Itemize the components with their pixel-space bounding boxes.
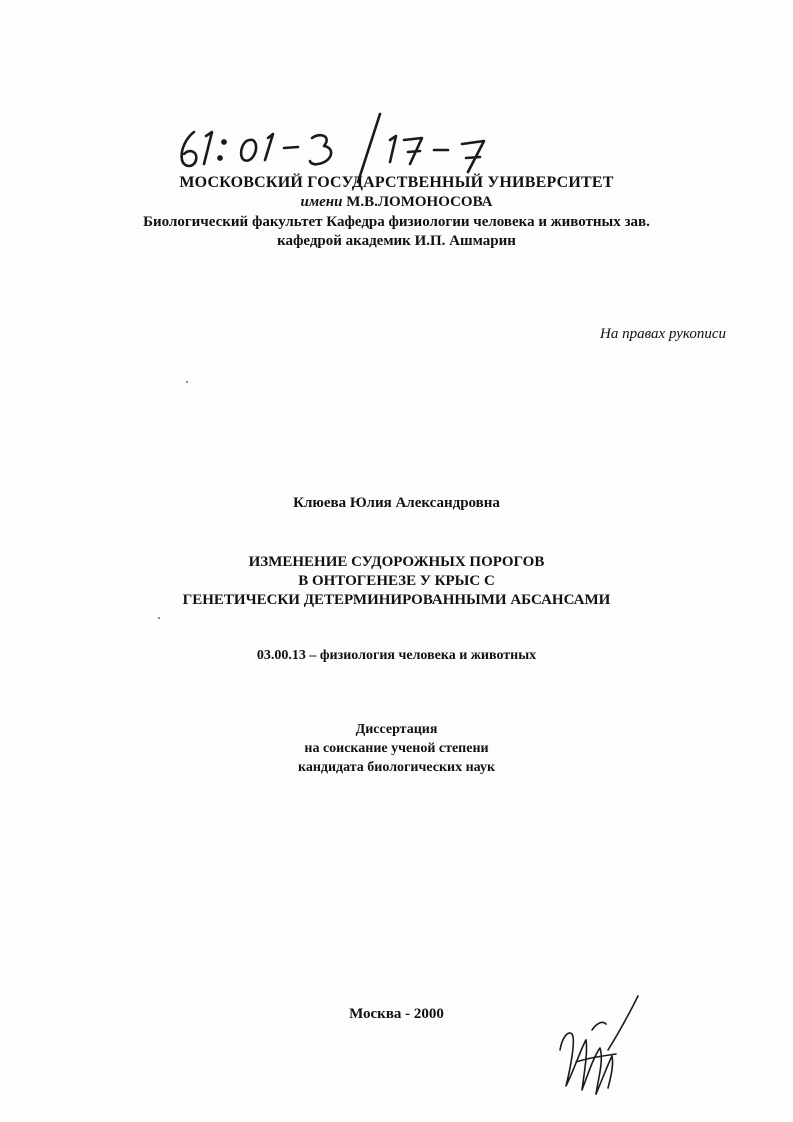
thesis-title-line-1: ИЗМЕНЕНИЕ СУДОРОЖНЫХ ПОРОГОВ xyxy=(248,554,545,570)
scan-speck xyxy=(158,617,160,619)
thesis-title-line-3: ГЕНЕТИЧЕСКИ ДЕТЕРМИНИРОВАННЫМИ АБСАНСАМИ xyxy=(182,592,611,608)
faculty-line-1: Биологический факультет Кафедра физиологии человека и животных зав. xyxy=(143,214,650,230)
manuscript-rights-note: На правах рукописи xyxy=(600,326,726,342)
handwritten-signature xyxy=(552,990,642,1100)
university-named-after xyxy=(0,194,793,211)
university-name: МОСКОВСКИЙ ГОСУДАРСТВЕННЫЙ УНИВЕРСИТЕТ xyxy=(179,174,614,191)
named-prefix: имени xyxy=(300,194,343,210)
degree-line-2: на соискание ученой степени xyxy=(304,741,489,756)
degree-line-3: кандидата биологических наук xyxy=(297,760,496,775)
degree-type: Диссертация xyxy=(355,722,438,737)
thesis-title-line-2: В ОНТОГЕНЕЗЕ У КРЫС С xyxy=(298,573,495,589)
author-name: Клюева Юлия Александровна xyxy=(293,495,500,511)
city-year: Москва - 2000 xyxy=(349,1006,444,1022)
named-after-name: М.В.ЛОМОНОСОВА xyxy=(346,194,493,210)
specialty-code: 03.00.13 – физиология человека и животных xyxy=(256,648,537,663)
faculty-line-2: кафедрой академик И.П. Ашмарин xyxy=(277,233,516,249)
scan-speck xyxy=(186,381,188,383)
